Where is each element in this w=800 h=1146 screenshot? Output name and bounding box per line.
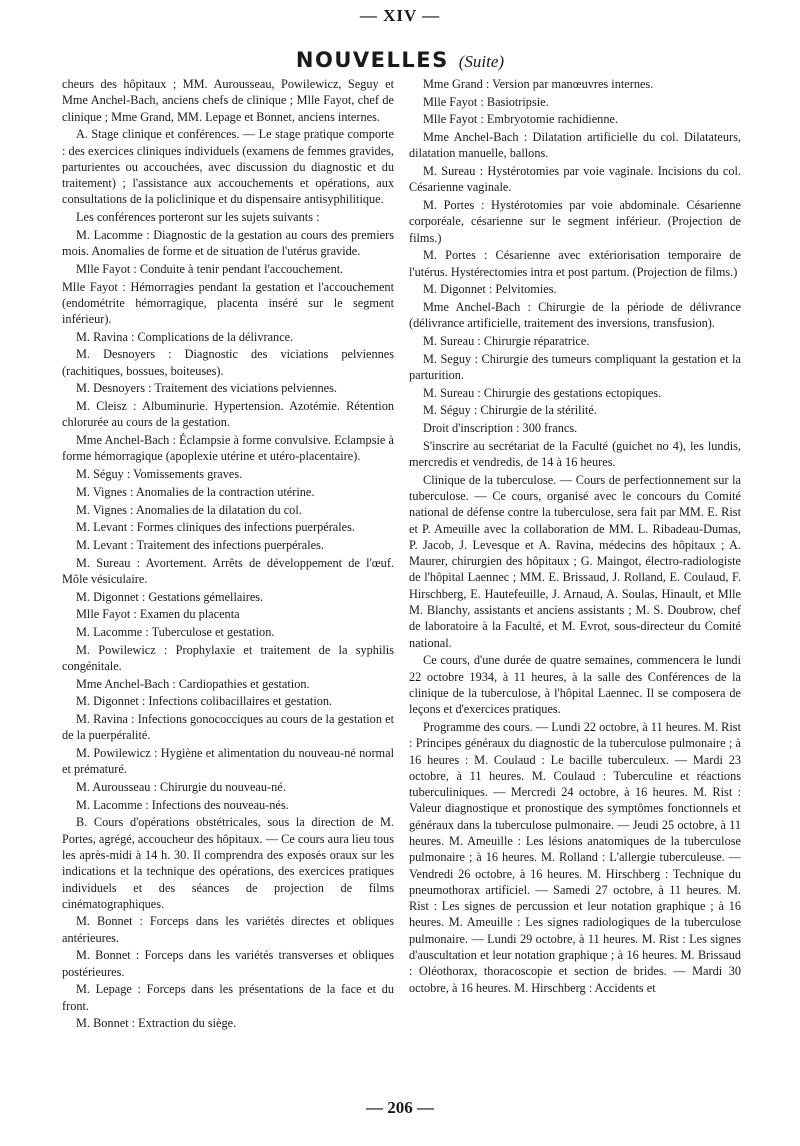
paragraph: M. Bonnet : Forceps dans les variétés transverses et obliques postérieures. <box>62 948 394 979</box>
section-title-main: NOUVELLES <box>295 48 449 72</box>
paragraph: Les conférences porteront sur les sujets suivants : <box>76 210 320 225</box>
paragraph: M. Cleisz : Albuminurie. Hypertension. Azotémie. Rétention chlorurée au cours de la gestation. <box>62 399 394 430</box>
paragraph: M. Sureau : Chirurgie des gestations ectopiques. <box>423 385 662 400</box>
paragraph: M. Séguy : Chirurgie de la stérilité. <box>423 403 597 418</box>
paragraph: Mlle Fayot : Conduite à tenir pendant l'accouchement. <box>76 261 344 276</box>
paragraph: M. Ravina : Infections gonococciques au cours de la gestation et de la puerpéralité. <box>62 711 394 743</box>
paragraph: M. Sureau : Avortement. Arrêts de développement de l'œuf. Môle vésiculaire. <box>62 555 394 586</box>
paragraph: cheurs des hôpitaux ; MM. Aurousseau, Powilewicz, Seguy et Mme Anchel-Bach, anciens chefs de clinique ; Mlle Fayot, chef de clinique ; Mme Grand, MM. Lepage et Bonnet, anciens internes. <box>62 77 394 124</box>
page-number: — 206 — <box>366 1098 434 1117</box>
section-title-suffix: (Suite) <box>458 52 505 71</box>
section-title <box>0 46 800 77</box>
paragraph: M. Portes : Césarienne avec extériorisation temporaire de l'utérus. Hystérectomies intra et post partum. (Projection de films.) <box>409 248 741 279</box>
paragraph: M. Bonnet : Forceps dans les variétés directes et obliques antérieures. <box>62 914 394 945</box>
paragraph: M. Ravina : Complications de la délivrance. <box>76 329 294 344</box>
paragraph: M. Lacomme : Tuberculose et gestation. <box>76 624 275 639</box>
paragraph: Ce cours, d'une durée de quatre semaines, commencera le lundi 22 octobre 1934, à 11 heures, à la salle des Conférences de la clinique de la tuberculose, à l'hôpital Laennec. Il se composera de leçons et d'exercices pratiques. <box>409 653 741 717</box>
paragraph: M. Portes : Hystérotomies par voie abdominale. Césarienne corporéale, césarienne sur le segment inférieur. (Projection de films.) <box>409 198 741 245</box>
paragraph: Mlle Fayot : Examen du placenta <box>76 607 240 622</box>
paragraph: M. Séguy : Vomissements graves. <box>76 467 243 482</box>
paragraph: M. Desnoyers : Diagnostic des viciations pelviennes (rachitiques, bossues, boiteuses). <box>62 347 394 378</box>
paragraph: M. Seguy : Chirurgie des tumeurs compliquant la gestation et la parturition. <box>409 351 741 382</box>
paragraph: Mme Anchel-Bach : Cardiopathies et gestation. <box>76 676 310 691</box>
paragraph: Clinique de la tuberculose. — Cours de perfectionnement sur la tuberculose. — Ce cours, organisé avec le concours du Comité national de défense contre la tuberculose, sera fait par MM. E. Rist et P. Ameuille avec la collaboration de MM. L. Ribadeau-Dumas, P. Jacob, J. Levesque et A. Ravina, médecins des hôpitaux ; A. Maurer, chirurgien des hôpitaux ; G. Maingot, électro-radiologiste de l'hôpital Laennec ; MM. E. Brissaud, J. Rolland, E. Coulaud, F. Hirschberg, E. Hautefeuille, J. Arnaud, A. Soulas, Hinault, et Mlle M. Blanchy, assistants et anciens assistants ; M. S. Doubrow, chef de laboratoire à la Faculté, et M. Evrot, sous-directeur du Comité national. <box>409 472 741 650</box>
paragraph: S'inscrire au secrétariat de la Faculté (guichet no 4), les lundis, mercredis et vendredis, de 14 à 16 heures. <box>409 438 741 469</box>
paragraph: Mme Grand : Version par manœuvres internes. <box>423 77 654 91</box>
paragraph: M. Powilewicz : Hygiène et alimentation du nouveau-né normal et prématuré. <box>62 745 394 777</box>
paragraph: M. Lacomme : Infections des nouveau-nés. <box>76 797 289 812</box>
paragraph: Mlle Fayot : Hémorragies pendant la gestation et l'accouchement (endométrite hémorragique, placenta inséré sur le segment inférieur). <box>62 279 394 327</box>
paragraph: M. Digonnet : Infections colibacillaires et gestation. <box>76 694 333 709</box>
paragraph: Mme Anchel-Bach : Chirurgie de la période de délivrance (délivrance artificielle, traitement des inversions, transfusion). <box>409 299 741 331</box>
paragraph: M. Vignes : Anomalies de la dilatation du col. <box>76 502 302 517</box>
paragraph: M. Levant : Formes cliniques des infections puerpérales. <box>76 520 355 535</box>
paragraph: Mlle Fayot : Basiotripsie. <box>423 94 549 109</box>
paragraph: Mlle Fayot : Embryotomie rachidienne. <box>423 112 618 127</box>
paragraph: A. Stage clinique et conférences. — Le stage pratique comporte : des exercices cliniques individuels (examens de femmes gravides, parturientes ou accouchées, avec discussion du diagnostic et du traitement) ; l'assistance aux accouchements et opérations, aux consultations de la policlinique et du dispensaire antisyphilitique. <box>62 127 394 207</box>
paragraph: M. Desnoyers : Traitement des viciations pelviennes. <box>76 381 337 396</box>
paragraph: M. Levant : Traitement des infections puerpérales. <box>76 537 324 552</box>
paragraph: Droit d'inscription : 300 francs. <box>423 421 578 436</box>
paragraph: Mme Anchel-Bach : Éclampsie à forme convulsive. Eclampsie à forme hémorragique (apoplexie utérine et utéro-placentaire). <box>62 433 394 464</box>
paragraph: M. Digonnet : Gestations gémellaires. <box>76 589 264 604</box>
right-column <box>409 76 741 997</box>
left-column <box>62 76 394 1033</box>
paragraph: Programme des cours. — Lundi 22 octobre, à 11 heures. M. Rist : Principes généraux du diagnostic de la tuberculose pulmonaire ; à 16 heures : M. Coulaud : Le bacille tuberculeux. — Mardi 23 octobre, à 11 heures. M. Coulaud : Tuberculine et réactions tuberculiniques. — Mercredi 24 octobre, à 16 heures. M. Rist : Valeur diagnostique et pronostique des symptômes fonctionnels et généraux dans la tuberculose pulmonaire. — Jeudi 25 octobre, à 11 heures. M. Ameuille : Les lésions anatomiques de la tuberculose pulmonaire ; à 16 heures. M. Rolland : L'allergie tuberculeuse. — Vendredi 26 octobre, à 16 heures. M. Hirschberg : Technique du pneumothorax artificiel. — Samedi 27 octobre, à 11 heures. M. Rist : Les signes de percussion et leur notation graphique ; à 16 heures. M. Ameuille : Les signes radiologiques de la tuberculose pulmonaire. — Lundi 29 octobre, à 11 heures. M. Rist : Les signes d'auscultation et leur notation graphique ; à 16 heures. M. Brissaud : Oléothorax, thoracoscopie et section de brides. — Mardi 30 octobre, à 16 heures. M. Hirschberg : Accidents et <box>409 719 741 995</box>
paragraph: B. Cours d'opérations obstétricales, sous la direction de M. Portes, agrégé, accoucheur des hôpitaux. — Ce cours aura lieu tous les après-midi à 14 h. 30. Il comprendra des exposés oraux sur les indications et la technique des opérations, des exercices pratiques individuels et des séances de projection de films cinématographiques. <box>62 815 394 911</box>
roman-numeral-header: — XIV — <box>359 6 441 25</box>
paragraph: M. Lepage : Forceps dans les présentations de la face et du front. <box>62 982 394 1013</box>
paragraph: M. Sureau : Hystérotomies par voie vaginale. Incisions du col. Césarienne vaginale. <box>409 164 741 195</box>
paragraph: M. Aurousseau : Chirurgie du nouveau-né. <box>76 779 286 794</box>
paragraph: M. Vignes : Anomalies de la contraction utérine. <box>76 484 315 499</box>
paragraph: M. Sureau : Chirurgie réparatrice. <box>423 333 590 348</box>
paragraph: M. Powilewicz : Prophylaxie et traitement de la syphilis congénitale. <box>62 642 394 673</box>
paragraph: M. Lacomme : Diagnostic de la gestation au cours des premiers mois. Anomalies de forme et de situation de l'utérus gravide. <box>62 227 394 259</box>
paragraph: Mme Anchel-Bach : Dilatation artificielle du col. Dilatateurs, dilatation manuelle, ballons. <box>409 130 741 161</box>
paragraph: M. Digonnet : Pelvitomies. <box>423 282 557 297</box>
paragraph: M. Bonnet : Extraction du siège. <box>76 1016 237 1031</box>
